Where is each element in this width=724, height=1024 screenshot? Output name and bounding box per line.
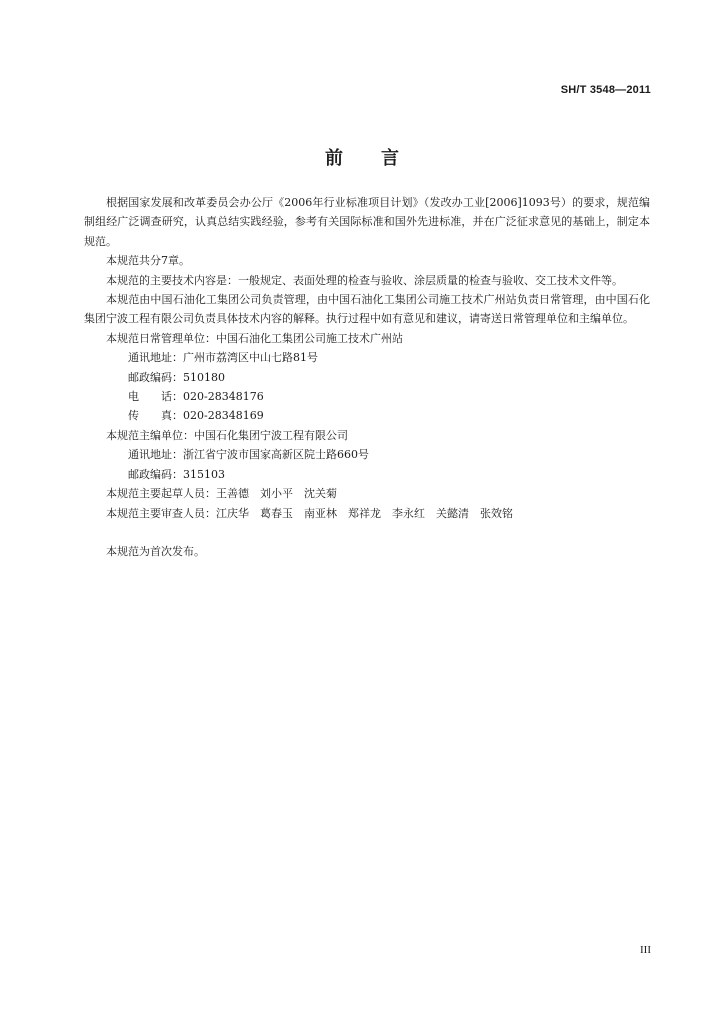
paragraph-technical-content: 本规范的主要技术内容是：一般规定、表面处理的检查与验收、涂层质量的检查与验收、交工技术文件等。 xyxy=(106,273,623,287)
spacer xyxy=(84,523,650,542)
paragraph-plan: 根据国家发展和改革委员会办公厅《2006年行业标准项目计划》（发改办工业[2006]1093号）的要求，规范编制组经广泛调查研究，认真总结实践经验，参考有关国际标准和国外先进标准，并在广泛征求意见的基础上，制定本规范。 xyxy=(84,196,650,248)
drafters-list: 本规范主要起草人员：王善德 刘小平 沈关菊 xyxy=(106,487,337,501)
management-postcode: 邮政编码：510180 xyxy=(128,370,225,384)
management-unit: 本规范日常管理单位：中国石油化工集团公司施工技术广州站 xyxy=(106,331,403,345)
standard-code: SH/T 3548—2011 xyxy=(560,84,651,96)
editor-postcode: 邮政编码：315103 xyxy=(128,467,225,481)
reviewers-list: 本规范主要审查人员：江庆华 葛春玉 南亚林 郑祥龙 李永红 关懿清 张效铭 xyxy=(106,506,513,520)
management-address: 通讯地址：广州市荔湾区中山七路81号 xyxy=(128,351,318,365)
editor-address: 通讯地址：浙江省宁波市国家高新区院士路660号 xyxy=(128,448,369,462)
paragraph-management: 本规范由中国石油化工集团公司负责管理，由中国石油化工集团公司施工技术广州站负责日常管理，由中国石化集团宁波工程有限公司负责具体技术内容的解释。执行过程中如有意见和建议，请寄送日常管理单位和主编单位。 xyxy=(84,293,650,326)
paragraph-chapters: 本规范共分7章。 xyxy=(106,254,190,268)
page-number: III xyxy=(640,944,651,956)
management-phone: 电 话：020-28348176 xyxy=(128,390,264,404)
document-body xyxy=(84,193,650,562)
editor-unit: 本规范主编单位：中国石化集团宁波工程有限公司 xyxy=(106,428,348,442)
page-title: 前言 xyxy=(325,148,437,169)
release-note: 本规范为首次发布。 xyxy=(106,545,205,559)
management-fax: 传 真：020-28348169 xyxy=(128,409,264,423)
